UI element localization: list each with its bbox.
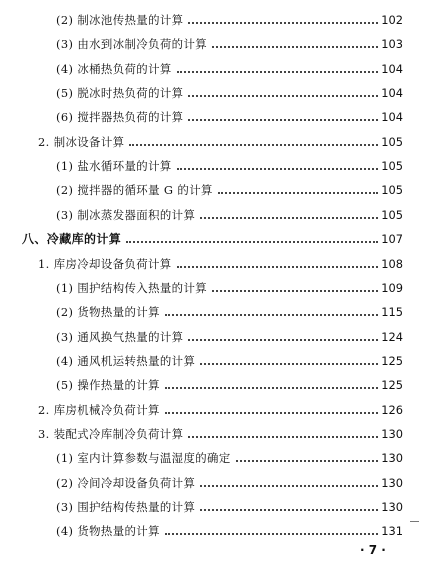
toc-entry-title: (1) 围护结构传入热量的计算 [56,280,208,295]
dot-leader [165,412,378,414]
toc-entry [38,426,403,442]
toc-entry-page: 126 [381,402,403,417]
toc-entry [56,304,403,320]
dot-leader [177,168,379,170]
dot-leader [212,290,378,292]
toc-entry-page: 105 [381,134,403,149]
dot-leader [177,266,379,268]
toc-entry [38,402,403,418]
toc-entry [56,523,403,539]
toc-entry-title: 2. 库房机械冷负荷计算 [38,402,160,417]
toc-entry-title: (2) 制冰池传热量的计算 [56,13,184,27]
toc-entry-page: 102 [381,13,403,27]
page-number: · 7 · [360,543,386,557]
toc-entry-title: (3) 通风换气热量的计算 [56,329,184,344]
toc-entry-page: 107 [381,232,403,247]
toc-entry-title: (2) 货物热量的计算 [56,305,160,320]
toc-entry [56,377,403,393]
dot-leader [200,485,378,487]
dot-leader [200,217,378,219]
toc-entry-page: 130 [381,500,403,514]
toc-entry-page: 115 [381,305,403,320]
toc-entry-page: 105 [381,207,403,222]
dot-leader [200,363,378,365]
toc-entry-page: 108 [381,256,403,271]
toc-entry [22,231,403,247]
toc-entry [56,158,403,174]
toc-entry [56,475,403,491]
toc-entry-page: 105 [381,159,403,174]
toc-entry [56,499,403,515]
toc-entry-title: 1. 库房冷却设备负荷计算 [38,256,172,271]
toc-entry-title: (5) 脱冰时热负荷的计算 [56,86,184,101]
toc-entry-title: (6) 搅拌器热负荷的计算 [56,110,184,125]
toc-entry-page: 104 [381,61,403,76]
toc-entry [56,61,403,77]
toc-entry-page: 125 [381,353,403,368]
toc-entry-title: (1) 室内计算参数与温湿度的确定 [56,451,231,466]
dot-leader [218,192,378,194]
toc-entry [56,280,403,296]
toc-entry [38,134,403,150]
dot-leader [188,22,378,24]
dot-leader [188,339,378,341]
toc-entry-title: (4) 通风机运转热量的计算 [56,353,196,368]
dot-leader [165,533,378,535]
dot-leader [165,387,378,389]
dot-leader [212,46,378,48]
toc-entry-page: 125 [381,378,403,393]
toc-entry-title: 八、冷藏库的计算 [22,232,122,247]
toc-entry-page: 130 [381,451,403,466]
margin-mark [410,521,419,522]
toc-entry-page: 130 [381,475,403,490]
toc-entry-page: 105 [381,183,403,198]
toc-entry-page: 131 [381,524,403,539]
toc-entry [56,329,403,345]
toc-entry [56,12,403,28]
toc-entry [56,182,403,198]
toc-entry [56,36,403,52]
toc-entry-title: (1) 盐水循环量的计算 [56,159,172,174]
toc-entry-title: (4) 冰桶热负荷的计算 [56,61,172,76]
toc-entry-page: 104 [381,110,403,125]
dot-leader [177,71,379,73]
dot-leader [188,95,378,97]
dot-leader [129,144,378,146]
dot-leader [188,119,378,121]
dot-leader [165,314,378,316]
toc-entry [56,450,403,466]
toc-entry [56,109,403,125]
toc-entry-title: (5) 操作热量的计算 [56,378,160,393]
dot-leader [126,241,378,243]
toc-entry [56,207,403,223]
toc-entry [38,256,403,272]
toc-entry-page: 103 [381,37,403,52]
toc-entry [56,85,403,101]
toc-entry-title: (2) 冷间冷却设备负荷计算 [56,475,196,490]
toc-entry-title: 3. 装配式冷库制冷负荷计算 [38,426,184,441]
toc-entry-page: 130 [381,426,403,441]
toc-entry-title: (3) 由水到冰制冷负荷的计算 [56,37,208,52]
toc-entry-title: (3) 制冰蒸发器面积的计算 [56,207,196,222]
dot-leader [188,436,378,438]
toc-entry-title: (2) 搅拌器的循环量 G 的计算 [56,183,213,198]
toc-entry-page: 124 [381,329,403,344]
toc-entry-title: 2. 制冰设备计算 [38,134,125,149]
toc-entry-title: (4) 货物热量的计算 [56,524,160,539]
toc-entry [56,353,403,369]
dot-leader [200,509,378,511]
toc-entry-page: 104 [381,86,403,101]
toc-entry-title: (3) 围护结构传热量的计算 [56,500,196,514]
toc-entry-page: 109 [381,280,403,295]
dot-leader [236,460,379,462]
